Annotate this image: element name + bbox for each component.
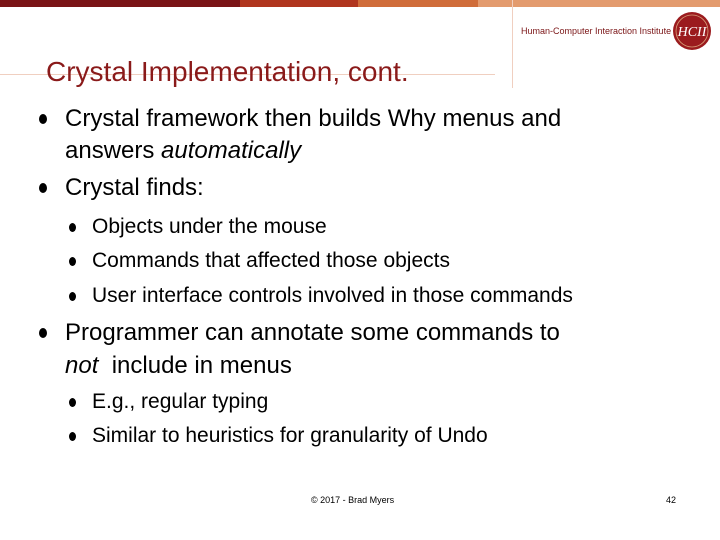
- bullet-item: [65, 103, 561, 135]
- sub-bullet-text: Objects under the mouse: [92, 215, 327, 238]
- bullet-continuation: [65, 135, 301, 167]
- page-number: 42: [666, 495, 677, 505]
- bullet-text: answers: [65, 137, 162, 164]
- bullet-text: Crystal framework then builds Why menus and: [65, 105, 562, 132]
- bullet-item: [65, 317, 560, 349]
- header-vertical-divider: [512, 0, 513, 88]
- bullet-dot-icon: [69, 223, 76, 232]
- sub-bullet-text: Commands that affected those objects: [92, 249, 450, 272]
- bullet-text: Programmer can annotate some commands to: [65, 319, 560, 346]
- institute-name: Human-Computer Interaction Institute: [521, 26, 672, 36]
- sub-bullet-text: Similar to heuristics for granularity of Undo: [92, 424, 488, 447]
- hcii-logo: [672, 11, 712, 51]
- bullet-emphasis: not: [65, 352, 99, 379]
- sub-bullet-item: [92, 422, 488, 450]
- bullet-text: include in menus: [98, 352, 292, 379]
- logo-text: HCII: [677, 25, 707, 40]
- sub-bullet-item: [92, 247, 450, 275]
- top-bar-segment: [0, 0, 240, 7]
- bullet-dot-icon: [69, 257, 76, 266]
- top-bar-segment: [478, 0, 720, 7]
- slide-title: Crystal Implementation, cont.: [46, 56, 409, 87]
- sub-bullet-item: [92, 388, 268, 416]
- sub-bullet-item: [92, 282, 573, 310]
- bullet-emphasis: automatically: [161, 137, 302, 164]
- bullet-dot-icon: [69, 432, 76, 441]
- bullet-continuation: [65, 350, 292, 382]
- bullet-text: Crystal finds:: [65, 174, 204, 201]
- footer-copyright: © 2017 - Brad Myers: [311, 495, 395, 505]
- sub-bullet-item: [92, 213, 327, 241]
- bullet-dot-icon: [69, 292, 76, 301]
- bullet-dot-icon: [39, 183, 47, 193]
- top-color-bar: [0, 0, 720, 7]
- sub-bullet-text: E.g., regular typing: [92, 390, 269, 413]
- bullet-dot-icon: [39, 114, 47, 124]
- bullet-dot-icon: [39, 328, 47, 338]
- bullet-item: [65, 172, 204, 204]
- top-bar-segment: [358, 0, 478, 7]
- sub-bullet-text: User interface controls involved in those commands: [92, 284, 573, 307]
- top-bar-segment: [240, 0, 358, 7]
- bullet-dot-icon: [69, 398, 76, 407]
